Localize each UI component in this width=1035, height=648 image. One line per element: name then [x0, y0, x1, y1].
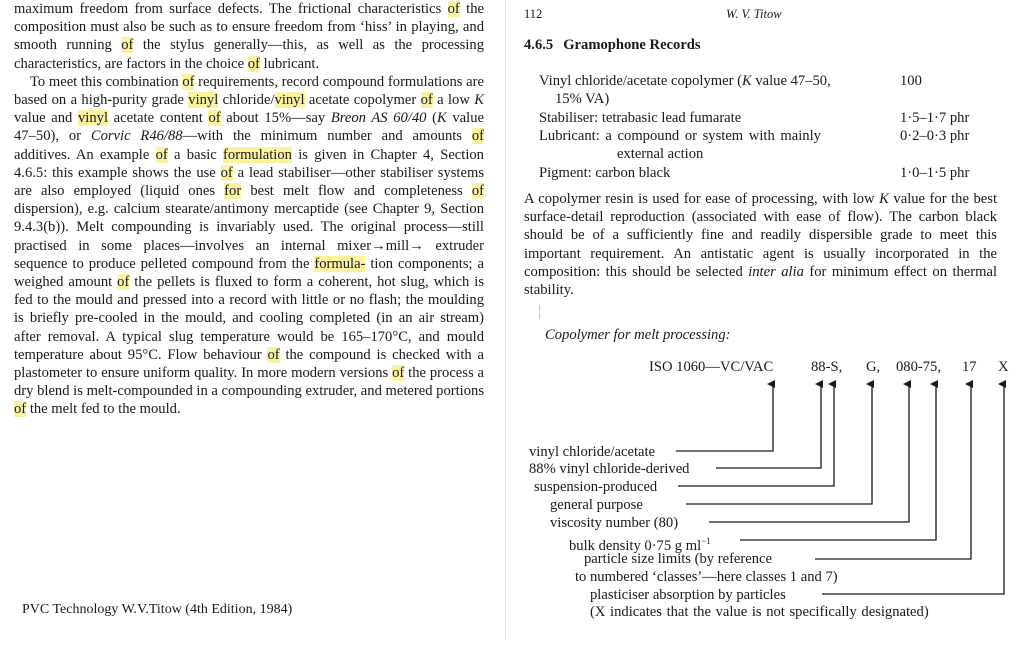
recipe-value-4: 1·0–1·5 phr [900, 165, 970, 181]
highlighted-word: vinyl [188, 92, 219, 109]
text-run: value 47–50), or [14, 110, 484, 145]
recipe-line-4: Pigment: carbon black [539, 165, 671, 181]
legend-line-4: general purpose [550, 497, 643, 513]
highlighted-word: of [182, 73, 195, 90]
page-number: 112 [524, 7, 543, 21]
legend-line-2: 88% vinyl chloride-derived [529, 461, 690, 477]
text-run: value and [14, 110, 78, 127]
connector-line-2 [716, 384, 821, 468]
italic-text: K [879, 191, 889, 207]
text-run: lubricant. [259, 55, 320, 72]
connector-line-5 [709, 384, 909, 522]
legend-line-1: vinyl chloride/acetate [529, 444, 656, 460]
text-run: additives. An example [14, 146, 156, 163]
legend-line-3: suspension-produced [534, 479, 658, 495]
highlighted-word: vinyl [274, 92, 305, 109]
text-run: a basic [167, 146, 224, 163]
text-run: ( [426, 110, 437, 127]
highlighted-word: of [155, 146, 168, 163]
connector-line-1 [676, 384, 773, 451]
highlighted-word: formula- [314, 255, 366, 272]
italic-text: K [474, 92, 484, 109]
recipe-value-1: 100 [900, 73, 922, 89]
text-run: A copolymer resin is used for ease of processing, with low [524, 191, 880, 207]
recipe-value-2: 1·5–1·7 phr [900, 110, 970, 126]
connector-line-7 [815, 384, 971, 559]
legend-line-9: plasticiser absorption by particles [590, 587, 786, 603]
highlighted-word: of [121, 37, 134, 54]
designation-code-g: G, [866, 359, 881, 375]
designation-code-17: 17 [962, 359, 977, 375]
highlighted-word: of [117, 274, 130, 291]
legend-line-8: to numbered ‘classes’—here classes 1 and 7) [575, 569, 838, 585]
highlighted-word: of [220, 164, 233, 181]
text-run: best melt flow and completeness [241, 183, 472, 200]
section-number: 4.6.5 [524, 37, 554, 53]
text-run: value for the best surface-detail reproduction (associated with ease of flow). The carbon black should be of a sufficiently fine and readily dispersible grade to meet this important requirement. An antistatic agent is usually incorporated in the composition: this should be selected [524, 191, 997, 280]
recipe-line-2: Stabiliser: tetrabasic lead fumarate [539, 110, 742, 126]
text-run: To meet this combination [30, 73, 183, 90]
text-run: the composition must also be such as to ensure freedom from ‘hiss’ in playing, and smooth running [14, 1, 484, 54]
text-run: tion components; a weighed amount [14, 255, 484, 291]
text-run: for minimum effect on thermal stability. [524, 263, 998, 299]
text-run: acetate copolymer [304, 92, 421, 109]
italic-text: Breon AS 60/40 [330, 110, 427, 127]
text-run: —with the minimum number and amounts [182, 128, 472, 145]
highlighted-word: of [392, 365, 405, 382]
legend-line-6: bulk density 0·75 g $ml^{-1}$ [569, 536, 711, 554]
highlighted-word: of [471, 183, 485, 200]
highlighted-word: of [420, 92, 433, 109]
highlighted-word: of [471, 128, 485, 145]
italic-text: K [436, 110, 447, 127]
text-run: is given in Chapter 4, Section 4.6.5: this example shows the use [14, 146, 484, 181]
legend-line-7: particle size limits (by reference [584, 551, 773, 567]
section-title: Gramophone Records [563, 37, 701, 53]
highlighted-word: of [208, 110, 221, 127]
source-footer: PVC Technology W.V.Titow (4th Edition, 1984) [22, 602, 293, 617]
connector-line-3 [678, 384, 834, 486]
designation-prefix: ISO 1060—VC/VAC [649, 359, 774, 375]
highlighted-word: of [267, 346, 280, 363]
running-head-author: W. V. Titow [726, 7, 782, 21]
italic-text: inter alia [748, 263, 804, 280]
text-run: the stylus generally—this, as well as the processing characteristics, are factors in the choice [14, 37, 484, 72]
highlighted-word: vinyl [78, 110, 108, 127]
text-run: the melt fed to the mould. [26, 401, 181, 418]
recipe-line-3-cont: external action [617, 146, 704, 162]
text-run: chloride/ [218, 92, 275, 109]
legend-line-5: viscosity number (80) [550, 515, 679, 531]
text-run: the process a dry blend is melt-compounded in a compounding extruder, and metered portions [14, 365, 484, 400]
recipe-line-3: Lubricant: a compound or system with mainly [539, 128, 821, 144]
legend-line-10: (X indicates that the value is not specifically designated) [590, 604, 929, 620]
text-run: requirements, record compound formulations are based on a high-purity grade [14, 73, 484, 109]
text-run: acetate content [108, 110, 209, 127]
text-run: the pellets is fluxed to form a coherent, hot slug, which is fed to the mould and pressed into a record with little or no flash; the moulding is briefly pre-cooled in the mould, and cooling completed (in an air stream) after removal. A typical slug temperature would be 165–170°C, and mould temperature about 95°C. Flow behaviour [14, 274, 484, 363]
highlighted-word: formulation [223, 146, 292, 163]
copolymer-caption: Copolymer for melt processing: [545, 327, 731, 343]
recipe-line-1: Vinyl chloride/acetate copolymer (K value 47–50, [539, 73, 831, 89]
recipe-line-1-cont: 15% VA) [555, 91, 610, 107]
designation-code-080-75: 080-75, [896, 359, 941, 375]
highlighted-word: of [447, 1, 460, 17]
text-run: a low [432, 92, 475, 109]
connector-line-6 [740, 384, 936, 540]
highlighted-word: for [224, 183, 242, 200]
designation-code-88s: 88-S, [811, 359, 843, 375]
connector-line-8 [822, 384, 1004, 594]
text-run: maximum freedom from surface defects. The frictional characteristics [14, 1, 448, 17]
text-run: a lead stabiliser—other stabiliser systems are also employed (liquid ones [14, 164, 484, 200]
text-run: the compound is checked with a plastometer to ensure uniform quality. In more modern versions [14, 346, 484, 382]
recipe-value-3: 0·2–0·3 phr [900, 128, 970, 144]
highlighted-word: of [14, 401, 27, 418]
highlighted-word: of [247, 55, 260, 72]
text-run: dispersion), e.g. calcium stearate/antimony mercaptide (see Chapter 9, Section 9.4.3(b)). Melt compounding is invariably used. The original process—still practised in some places—involves an internal mixer→mill→ extruder sequence to produce pelleted compound from the [14, 201, 484, 272]
text-run: about 15%—say [220, 110, 331, 127]
designation-code-x: X [998, 359, 1009, 375]
italic-text: Corvic R46/88 [90, 128, 183, 145]
